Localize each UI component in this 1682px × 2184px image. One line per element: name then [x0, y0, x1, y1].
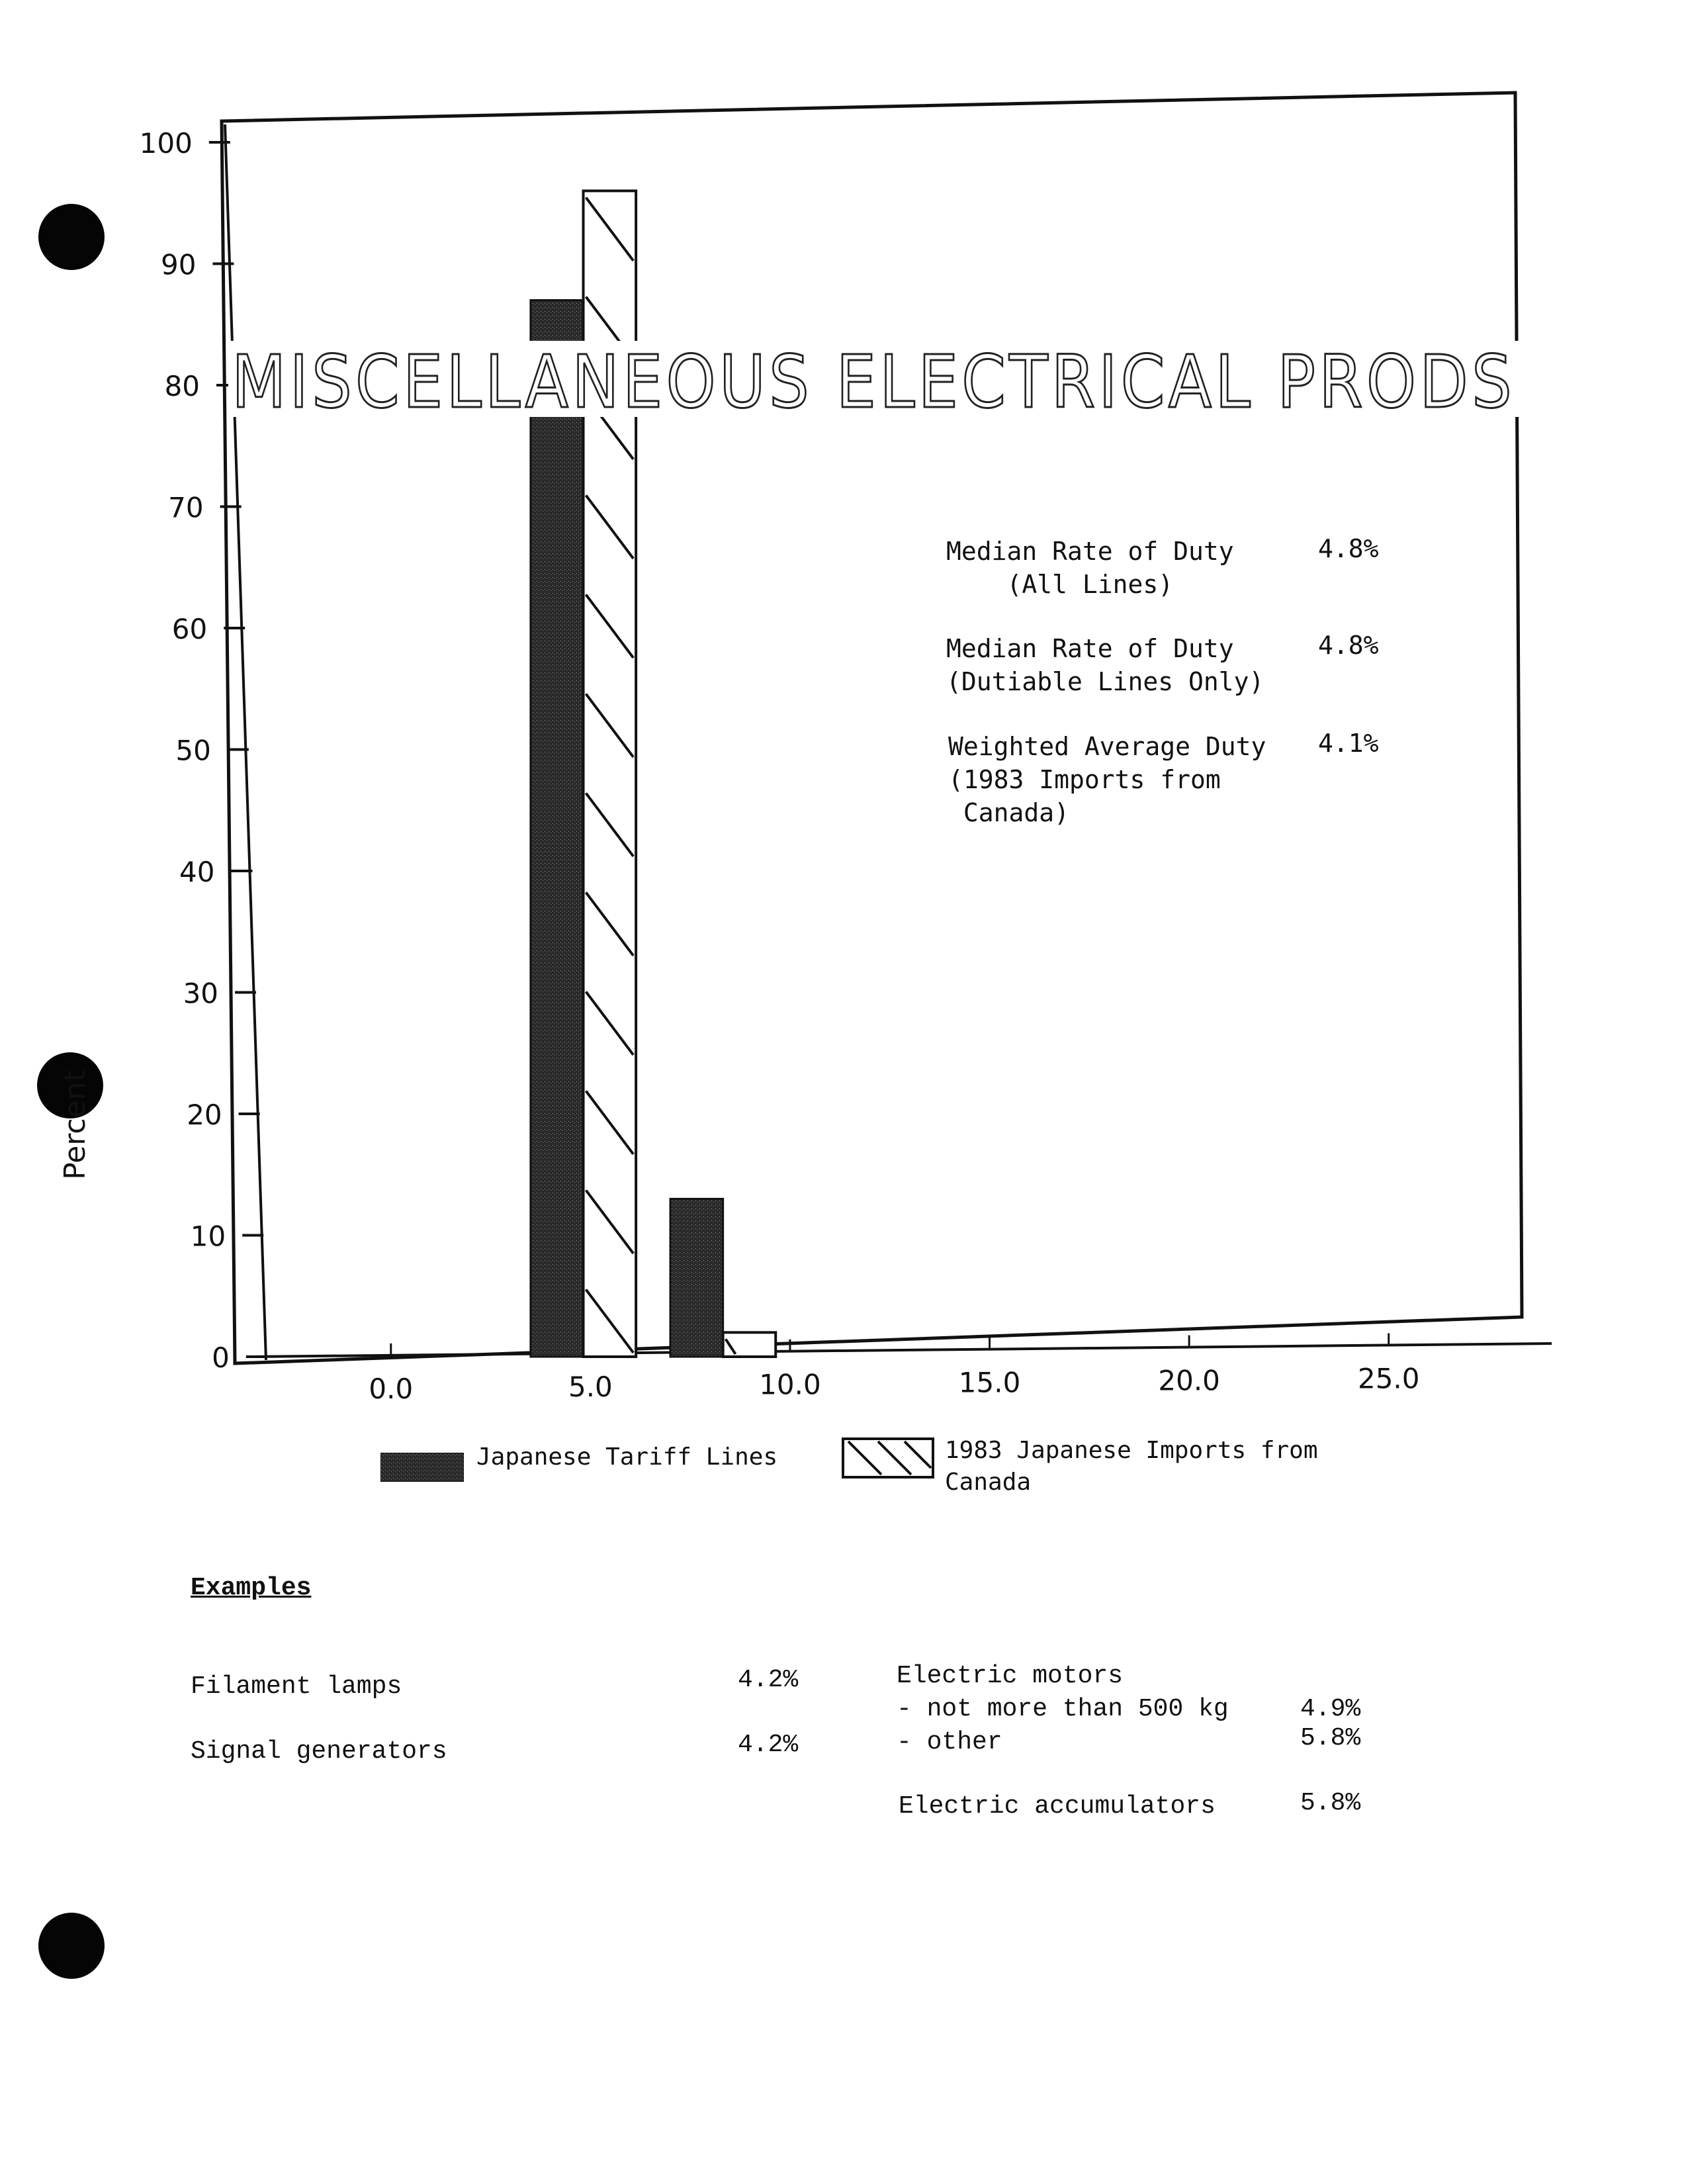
stat-median-dutiable-label: Median Rate of Duty (Dutiable Lines Only): [946, 634, 1264, 696]
y-tick-label: 60: [171, 613, 208, 645]
legend-swatch-tariff: [380, 1453, 464, 1482]
y-tick-label: 10: [190, 1220, 226, 1253]
y-tick-label: 40: [179, 856, 215, 888]
x-tick-label: 5.0: [568, 1370, 613, 1403]
punch-hole-bottom: [38, 1913, 105, 1979]
example-accumulators-value: 5.8%: [1300, 1789, 1361, 1817]
example-motors-small-value: 4.9%: [1300, 1695, 1361, 1723]
example-filament-value: 4.2%: [738, 1666, 799, 1694]
x-tick-label: 0.0: [369, 1372, 414, 1405]
y-axis-label: Percent: [58, 1070, 92, 1180]
examples-heading: Examples: [191, 1574, 312, 1602]
stat-weighted-avg-label: Weighted Average Duty (1983 Imports from Canada): [948, 732, 1266, 827]
legend-label-tariff: Japanese Tariff Lines: [476, 1443, 778, 1471]
x-axis-line: [251, 1343, 1552, 1357]
example-signal-value: 4.2%: [738, 1731, 799, 1759]
y-tick-label: 100: [139, 127, 193, 159]
example-motors-other-label: - other: [897, 1728, 1002, 1756]
y-tick-label: 70: [168, 491, 204, 524]
example-filament-label: Filament lamps: [191, 1672, 402, 1701]
x-tick-label: 10.0: [759, 1368, 821, 1401]
bar-imports-canada: [723, 1332, 776, 1357]
legend-swatch-imports: [842, 1437, 934, 1479]
stat-median-all-value: 4.8%: [1318, 534, 1379, 563]
y-tick-label: 30: [183, 977, 219, 1010]
bar-tariff-lines: [670, 1199, 723, 1357]
example-motors-other-value: 5.8%: [1300, 1724, 1361, 1752]
y-tick-label: 50: [175, 734, 211, 767]
y-tick-label: 90: [160, 248, 197, 281]
stat-weighted-avg-value: 4.1%: [1318, 729, 1379, 758]
y-axis-line: [225, 124, 266, 1360]
example-motors-small-label: - not more than 500 kg: [897, 1695, 1229, 1723]
example-signal-label: Signal generators: [191, 1737, 447, 1766]
example-motors-heading: Electric motors: [897, 1662, 1124, 1690]
x-tick-label: 15.0: [958, 1366, 1021, 1399]
x-tick-label: 25.0: [1357, 1362, 1420, 1395]
stat-median-dutiable-value: 4.8%: [1318, 631, 1379, 660]
y-tick-label: 80: [164, 370, 200, 402]
example-accumulators-label: Electric accumulators: [899, 1792, 1216, 1821]
y-tick-label: 20: [187, 1099, 222, 1131]
stat-median-all-label: Median Rate of Duty (All Lines): [946, 537, 1234, 599]
legend-label-imports: 1983 Japanese Imports from Canada: [945, 1437, 1318, 1496]
x-tick-label: 20.0: [1158, 1364, 1220, 1397]
y-tick-label: 0: [212, 1342, 230, 1374]
chart-title: MISCELLANEOUS ELECTRICAL PRODS: [232, 340, 1515, 424]
bar-tariff-lines: [531, 300, 584, 1357]
